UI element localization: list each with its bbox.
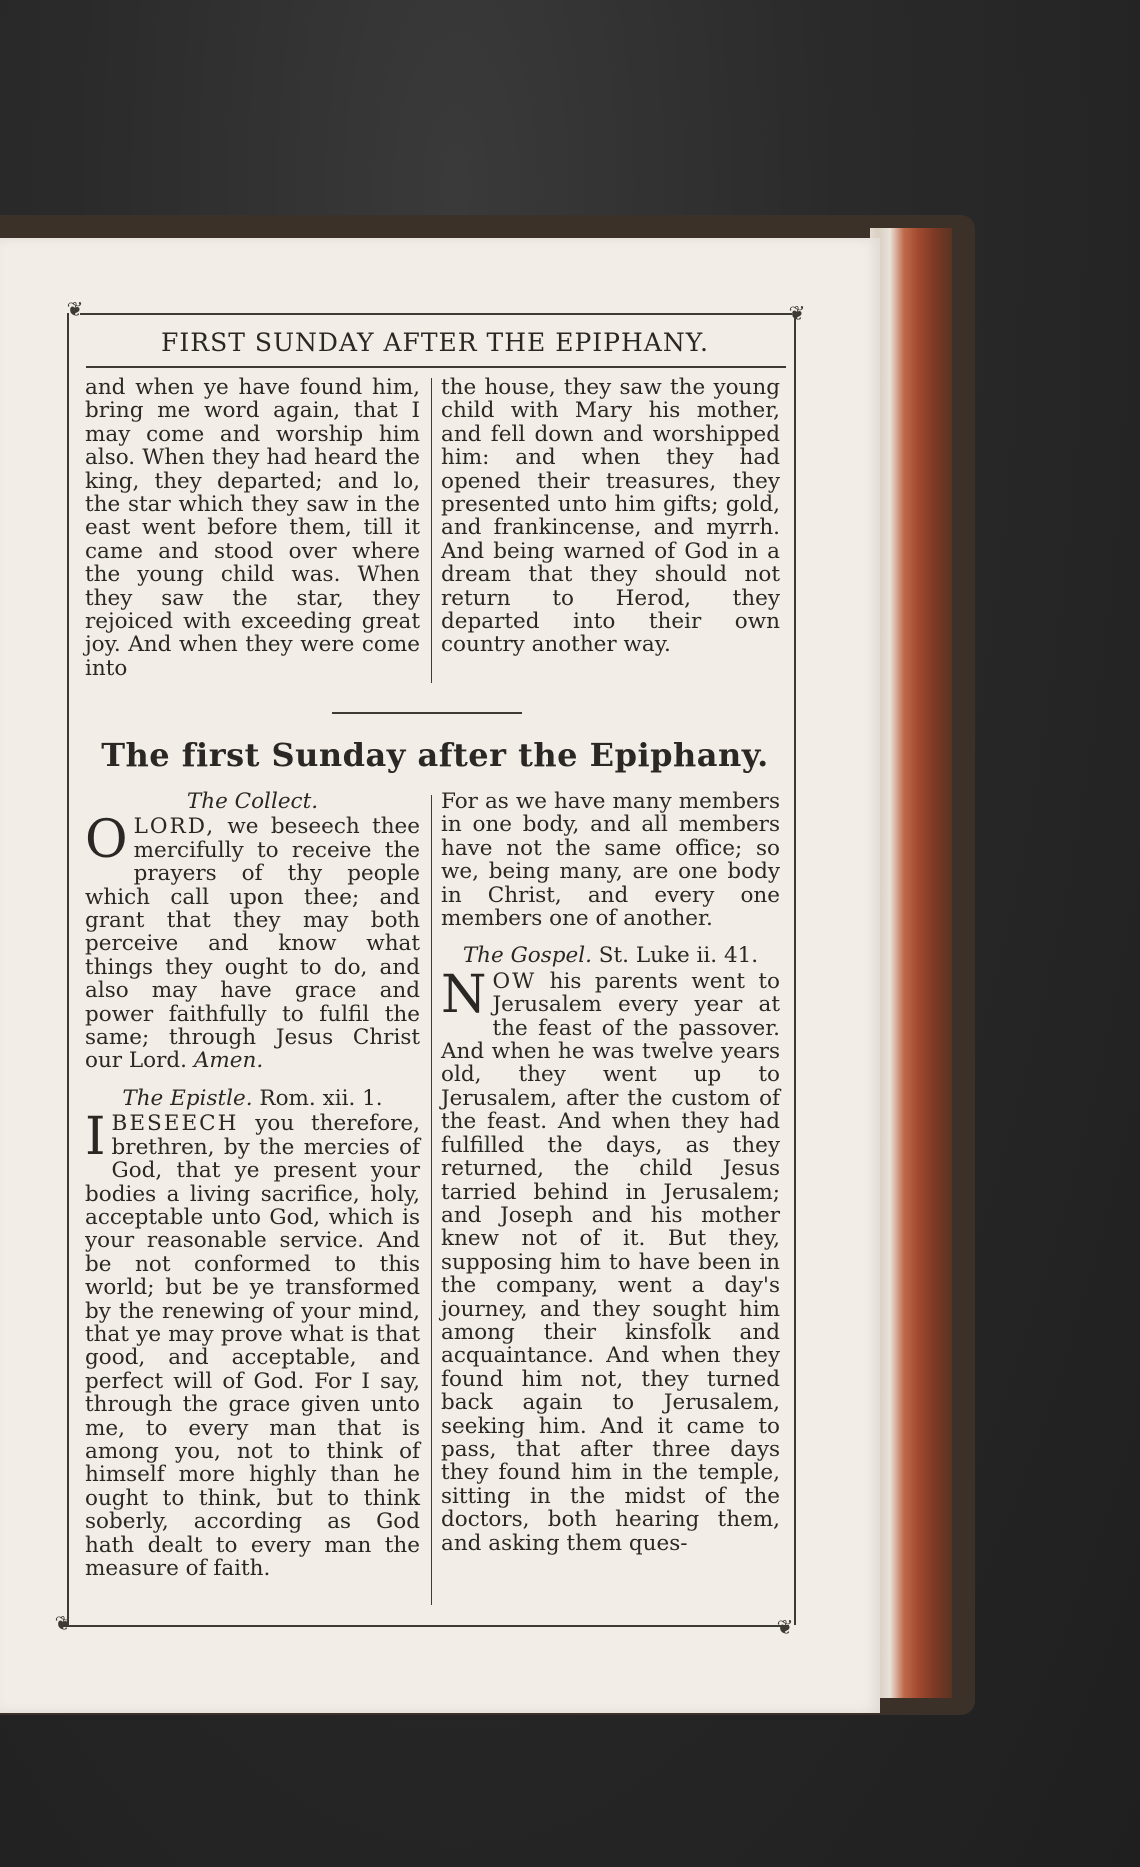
collect-text: OLORD, we beseech thee mercifully to receive the prayers of thy people which call upon thee; and grant that they may both perceive and know what things they ought to do, and also may have grace and power faithfully to fulfil the same; through Jesus Christ our Lord. Amen. [85,810,420,1074]
drop-cap: O [85,810,128,871]
gospel-heading: The Gospel. St. Luke ii. 41. [462,943,759,969]
section-title: The first Sunday after the Epiphany. [101,736,769,774]
drop-cap: I [85,1107,106,1168]
running-head: FIRST SUNDAY AFTER THE EPIPHANY. [161,328,709,357]
epistle-heading: The Epistle. Rom. xii. 1. [122,1085,383,1111]
corner-ornament-icon: ❦ [66,297,84,321]
corner-ornament-icon: ❦ [776,1615,794,1639]
corner-ornament-icon: ❦ [54,1611,72,1635]
head-rule [86,366,786,368]
frame-rule-top [80,313,792,315]
column-divider [431,795,432,1605]
collect-heading: The Collect. [186,789,319,814]
column-divider [431,378,432,683]
frame-rule-right [794,313,796,1625]
page-edges [870,228,952,1698]
section-rule [332,712,522,714]
top-left-column: and when ye have found him, bring me word again, that I may come and worship him also. When they had heard the king, they departed; and lo, the star which they saw in the east went before them, till it came and stood over where the young child was. When they saw the star, they rejoiced with exceeding great joy. And when they were come into [85,375,420,681]
left-column [85,790,420,1580]
epistle-lead: BESEECH [111,1111,239,1137]
frame-rule-left [67,313,69,1625]
epistle-continuation: For as we have many members in one body, and all members have not the same office; so we, being many, are one body in Christ, and every one members one of another. [441,789,780,932]
gospel-lead: OW [492,968,537,994]
top-right-column: the house, they saw the young child with Mary his mother, and fell down and worshipped him: and when they had opened their treasures, they presented unto him gifts; gold, and frankincense, and myrrh. And being warned of God in a dream that they should not return to Herod, they departed into their own country another way. [441,375,780,658]
collect-lead: LORD, [133,814,216,840]
drop-cap: N [441,964,487,1025]
right-column [441,790,780,1555]
frame-rule-bottom [64,1625,789,1627]
gospel-text: NOW his parents went to Jerusalem every year at the feast of the passover. And when he was twelve years old, they went up to Jerusalem, after the custom of the feast. And when they had fulfilled the days, as they returned, the child Jesus tarried behind in Jerusalem; and Joseph and his mother knew not of it. But they, supposing him to have been in the company, went a day's journey, and they sought him among their kinsfolk and acquaintance. And when they found him not, they turned back again to Jerusalem, seeking him. And it came to pass, that after three days they found him in the temple, sitting in the midst of the doctors, both hearing them, and asking them ques- [441,964,780,1556]
epistle-text: IBESEECH you therefore, brethren, by the mercies of God, that ye present your bodies a living sacrifice, holy, acceptable unto God, which is your reasonable service. And be not conformed to this world; but be ye transformed by the renewing of your mind, that ye may prove what is that good, and acceptable, and perfect will of God. For I say, through the grace given unto me, to every man that is among you, not to think of himself more highly than he ought to think, but to think soberly, according as God hath dealt to every man the measure of faith. [85,1107,420,1581]
corner-ornament-icon: ❦ [788,301,806,325]
amen: Amen. [193,1048,264,1074]
